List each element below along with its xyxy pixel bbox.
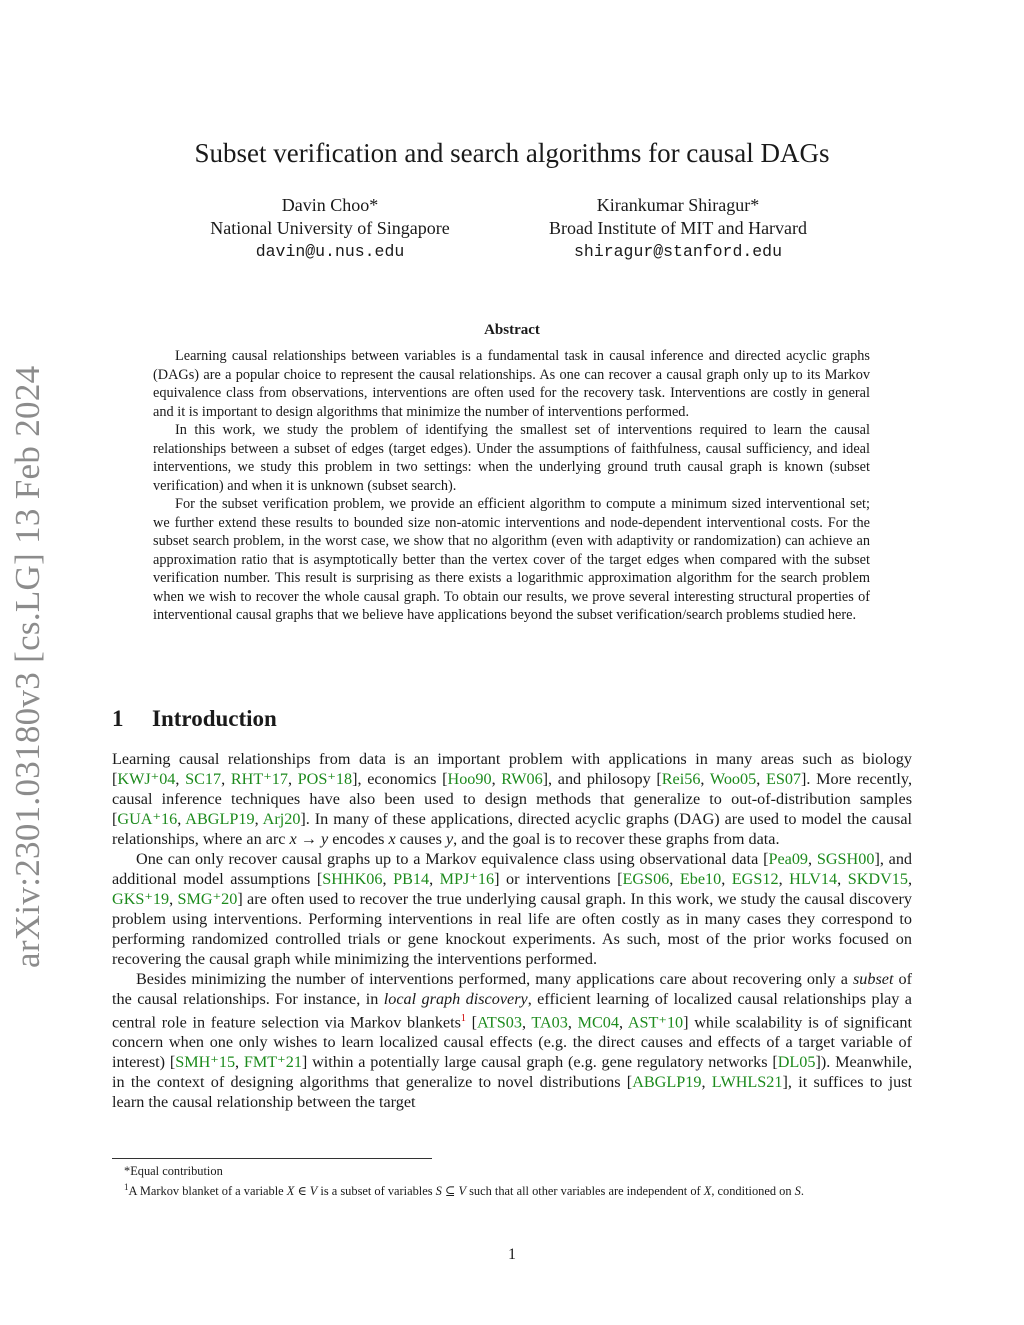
author-affiliation: Broad Institute of MIT and Harvard bbox=[548, 218, 808, 238]
citation-link[interactable]: SKDV15 bbox=[847, 870, 908, 888]
abstract-heading: Abstract bbox=[484, 322, 540, 338]
citation-link[interactable]: DL05 bbox=[777, 1053, 816, 1072]
text-run: ]). Meanwhile, in the context of designing algorithms that generalize to novel distributions [ bbox=[112, 1053, 912, 1092]
section-number: 1 bbox=[112, 706, 124, 731]
abstract-body bbox=[153, 347, 870, 625]
text-run: , conditioned on bbox=[711, 1184, 795, 1199]
citation-link[interactable]: Hoo90 bbox=[447, 770, 492, 788]
author-email: davin@u.nus.edu bbox=[255, 242, 405, 261]
citation-link[interactable]: SGSH00 bbox=[816, 850, 875, 868]
text-run: Besides minimizing the number of interventions performed, many applications care about recovering only a bbox=[136, 970, 853, 988]
text-run: ], economics [ bbox=[352, 770, 448, 788]
math-expression: X bbox=[703, 1184, 712, 1199]
abstract-paragraph: In this work, we study the problem of identifying the smallest set of interventions required to learn the causal relationships between a subset of edges (target edges). Under the assumptions of faithfulness, causal sufficiency, and ideal interventions, we study this problem in two settings: when the underlying ground truth causal graph is known (subset verification) and when it is unknown (subset search). bbox=[153, 422, 870, 494]
citation-link[interactable]: LWHLS21 bbox=[711, 1073, 783, 1092]
author-affiliation: National University of Singapore bbox=[210, 218, 450, 238]
text-run: [ bbox=[465, 1013, 477, 1032]
text-run: ] are often used to recover the true underlying causal graph. In this work, we study the causal discovery problem using interventions. Performing interventions in real life are often costly as in many cases they correspond to performing randomized controlled trials or gene knockout experiments. As such, most of the prior works focused on recovering the causal graph while minimizing the interventions performed. bbox=[112, 890, 913, 968]
footnote-1 bbox=[112, 1179, 912, 1199]
abstract-paragraph: For the subset verification problem, we provide an efficient algorithm to compute a minimum sized interventional set; we further extend these results to bounded size non-atomic interventions and node-dependent interventional costs. For the subset search problem, in the worst case, we show that no algorithm (even with adaptivity or randomization) can achieve an approximation ratio that is asymptotically better than the vertex cover of the target edges when compared with the subset verification number. This result is surprising as there exists a logarithmic approximation algorithm for the search problem when we wish to recover the whole causal graph. To obtain our results, we prove several interesting structural properties of interventional causal graphs that we believe have applications beyond the subset verification/search problems studied here. bbox=[153, 496, 870, 623]
author-name: Kirankumar Shiragur* bbox=[596, 195, 760, 215]
emphasis: local graph discovery bbox=[383, 990, 528, 1008]
footnote-divider bbox=[112, 1158, 432, 1159]
arxiv-identifier-stamp: arXiv:2301.03180v3 [cs.LG] 13 Feb 2024 bbox=[8, 365, 47, 968]
citation-link[interactable]: ES07 bbox=[765, 770, 802, 788]
emphasis: subset bbox=[852, 970, 894, 988]
citation-link[interactable]: MC04 bbox=[577, 1013, 619, 1032]
text-run: , efficient learning of localized causal relationships play a central role in feature selection via Markov blankets bbox=[112, 990, 912, 1032]
text-run: Learning causal relationships from data is an important problem with applications in many areas such as biology [ bbox=[112, 750, 912, 788]
citation-link[interactable]: EGS06 bbox=[622, 870, 670, 888]
citation-link[interactable]: ATS03 bbox=[476, 1013, 522, 1032]
citation-link[interactable]: AST⁺10 bbox=[627, 1013, 684, 1032]
citation-link[interactable]: Woo05 bbox=[709, 770, 757, 788]
math-expression: S ⊆ V bbox=[435, 1184, 467, 1199]
math-expression: S bbox=[794, 1184, 801, 1199]
citation-link[interactable]: Arj20 bbox=[262, 810, 301, 828]
introduction-body bbox=[112, 749, 912, 1112]
section-heading bbox=[112, 706, 277, 732]
citation-link[interactable]: POS⁺18 bbox=[297, 770, 353, 788]
paragraph: One can only recover causal graphs up to a Markov equivalence class using observational data [Pea09, SGSH00], and additional model assumptions [SHHK06, PB14, MPJ⁺16] or interventions [EGS06, Ebe10, EGS12, HLV14, SKDV15, GKS⁺19, SMG⁺20] are often used to recover the true underlying causal graph. In this work, we study the causal discovery problem using interventions. Performing interventions in real life are often costly as in many cases they correspond to performing randomized controlled trials or gene knockout experiments. As such, most of the prior works focused on recovering the causal graph while minimizing the interventions performed. bbox=[112, 850, 913, 968]
text-run: One can only recover causal graphs up to a Markov equivalence class using observational data [ bbox=[136, 850, 769, 868]
footnote-reference[interactable]: 1 bbox=[460, 1013, 466, 1024]
citation-link[interactable]: Ebe10 bbox=[679, 870, 722, 888]
citation-link[interactable]: Rei56 bbox=[661, 770, 701, 788]
footnote-equal-contribution: *Equal contribution bbox=[124, 1164, 223, 1178]
text-run: ], and additional model assumptions [ bbox=[112, 850, 913, 888]
citation-link[interactable]: RW06 bbox=[501, 770, 543, 788]
math-expression: x → y bbox=[289, 830, 329, 848]
text-run: . bbox=[800, 1184, 804, 1199]
citation-link[interactable]: KWJ⁺04 bbox=[117, 770, 176, 788]
paragraph: Besides minimizing the number of interventions performed, many applications care about recovering only a subset of the causal relationships. For instance, in local graph discovery, efficient learning of localized causal relationships play a central role in feature selection via Markov blankets$^1$ [ATS03, TA03, MC04, AST⁺10] while scalability is of significant concern when one only wishes to learn localized causal effects (e.g. the direct causes and effects of a target variable of interest) [SMH⁺15, FMT⁺21] within a potentially large causal graph (e.g. gene regulatory networks [DL05]). Meanwhile, in the context of designing algorithms that generalize to novel distributions [ABGLP19, LWHLS21], it suffices to just learn the causal relationship between the target bbox=[112, 970, 912, 1112]
citation-link[interactable]: RHT⁺17 bbox=[230, 770, 288, 788]
page-number: 1 bbox=[508, 1246, 516, 1263]
abstract-paragraph: Learning causal relationships between variables is a fundamental task in causal inference and directed acyclic graphs (DAGs) are a popular choice to represent the causal relationships. As one can recover a causal graph only up to its Markov equivalence class from observations, interventions are often used for the recovery task. Interventions are costly in general and it is important to design algorithms that minimize the number of interventions performed. bbox=[153, 348, 870, 420]
math-expression: x bbox=[388, 830, 396, 848]
text-run: A Markov blanket of a variable bbox=[128, 1184, 287, 1199]
section-title: Introduction bbox=[152, 706, 277, 731]
citation-link[interactable]: ABGLP19 bbox=[185, 810, 255, 828]
citation-link[interactable]: GUA⁺16 bbox=[117, 810, 178, 828]
math-expression: y bbox=[445, 830, 454, 848]
citation-link[interactable]: SHHK06 bbox=[322, 870, 383, 888]
citation-link[interactable]: SMG⁺20 bbox=[177, 890, 238, 908]
citation-link[interactable]: ABGLP19 bbox=[632, 1073, 702, 1092]
text-run: ], it suffices to just learn the causal relationship between the target bbox=[112, 1073, 912, 1112]
author-block-1 bbox=[170, 194, 490, 263]
citation-link[interactable]: GKS⁺19 bbox=[112, 890, 170, 908]
footnotes bbox=[112, 1163, 912, 1199]
text-run: of the causal relationships. For instance, in bbox=[112, 970, 912, 1008]
text-run: ] or interventions [ bbox=[494, 870, 623, 888]
citation-link[interactable]: PB14 bbox=[393, 870, 430, 888]
text-run: encodes bbox=[328, 830, 389, 848]
text-run: ]. More recently, causal inference techniques have also been used to design methods that generalize to out-of-distribution samples [ bbox=[112, 770, 912, 828]
footnote-marker: 1 bbox=[124, 1182, 129, 1192]
author-email: shiragur@stanford.edu bbox=[574, 242, 782, 261]
citation-link[interactable]: EGS12 bbox=[731, 870, 779, 888]
text-run: ]. In many of these applications, directed acyclic graphs (DAG) are used to model the causal relationships, where an arc bbox=[112, 810, 913, 848]
text-run: ], and philosopy [ bbox=[542, 770, 662, 788]
citation-link[interactable]: SMH⁺15 bbox=[175, 1053, 236, 1072]
citation-link[interactable]: MPJ⁺16 bbox=[439, 870, 495, 888]
paragraph: Learning causal relationships from data is an important problem with applications in many areas such as biology [KWJ⁺04, SC17, RHT⁺17, POS⁺18], economics [Hoo90, RW06], and philosopy [Rei56, Woo05, ES07]. More recently, causal inference techniques have also been used to design methods that generalize to out-of-distribution samples [GUA⁺16, ABGLP19, Arj20]. In many of these applications, directed acyclic graphs (DAG) are used to model the causal relationships, where an arc x → y encodes x causes y, and the goal is to recover these graphs from data. bbox=[112, 750, 913, 848]
text-run: ] within a potentially large causal graph (e.g. gene regulatory networks [ bbox=[301, 1053, 778, 1072]
math-expression: X ∈ V bbox=[286, 1184, 318, 1199]
author-block-2 bbox=[508, 194, 848, 263]
citation-link[interactable]: HLV14 bbox=[789, 870, 838, 888]
citation-link[interactable]: Pea09 bbox=[768, 850, 809, 868]
citation-link[interactable]: SC17 bbox=[185, 770, 222, 788]
citation-link[interactable]: FMT⁺21 bbox=[243, 1053, 302, 1072]
text-run: , and the goal is to recover these graphs from data. bbox=[453, 830, 780, 848]
text-run: such that all other variables are independent of bbox=[466, 1184, 704, 1199]
citation-link[interactable]: TA03 bbox=[531, 1013, 568, 1032]
text-run: causes bbox=[395, 830, 446, 848]
paper-title: Subset verification and search algorithms for causal DAGs bbox=[194, 138, 830, 168]
text-run: is a subset of variables bbox=[317, 1184, 436, 1199]
author-name: Davin Choo* bbox=[281, 195, 379, 215]
text-run: ] while scalability is of significant concern when one only wishes to learn localized causal effects (e.g. the direct causes and effects of a target variable of interest) [ bbox=[112, 1013, 912, 1072]
